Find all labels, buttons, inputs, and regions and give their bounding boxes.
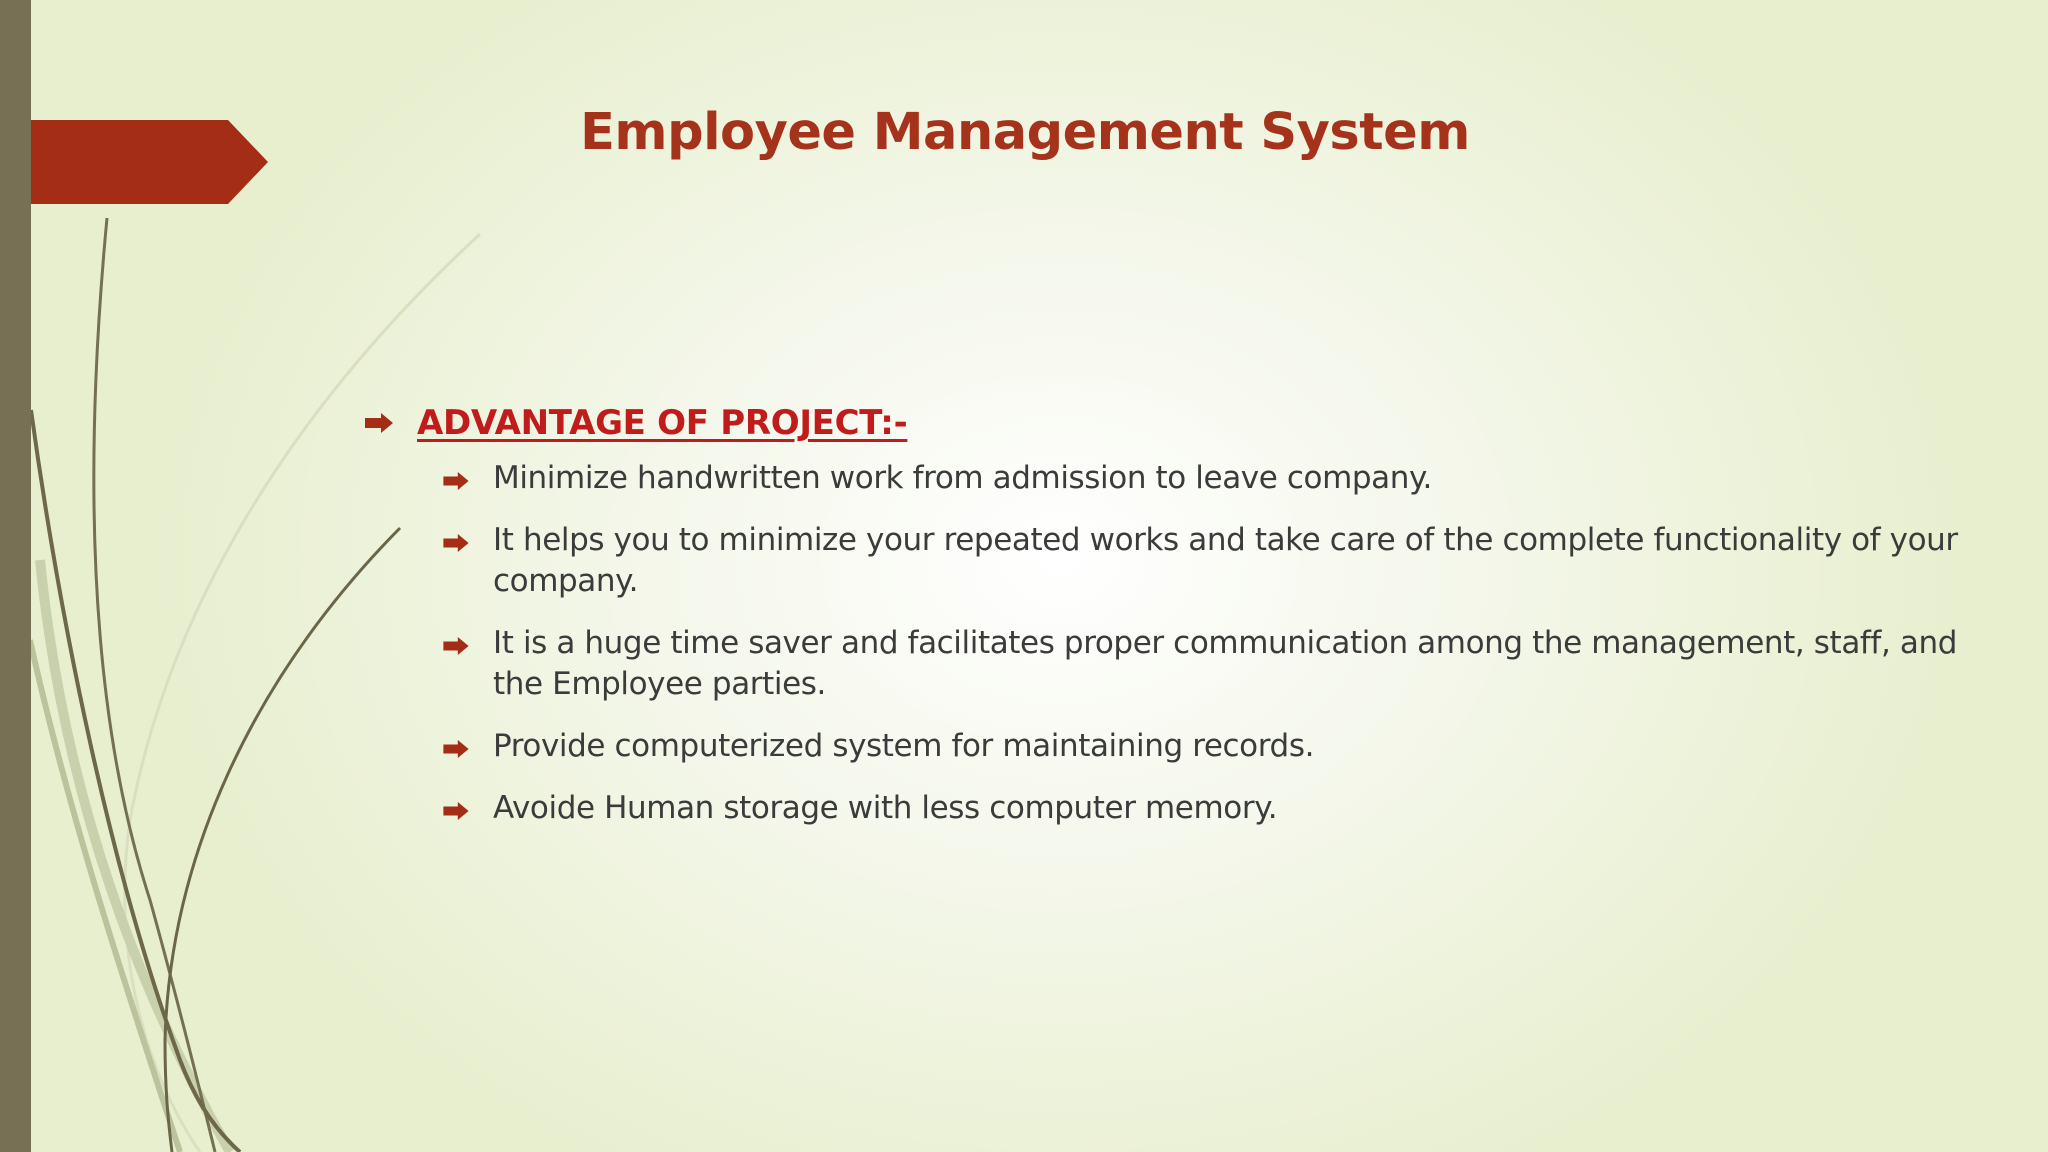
right-arrow-bullet-icon — [443, 534, 469, 552]
list-item — [443, 726, 2005, 767]
list-item — [443, 623, 2005, 705]
heading-row — [365, 396, 2005, 450]
left-accent-bar — [0, 0, 31, 1152]
list-item — [443, 458, 2005, 499]
list-item-text: Minimize handwritten work from admission to leave company. — [493, 460, 1432, 496]
slide-title: Employee Management System — [580, 103, 1470, 162]
list-item — [443, 788, 2005, 829]
right-arrow-bullet-icon — [443, 802, 469, 820]
slide-content — [365, 396, 2005, 850]
right-arrow-bullet-icon — [443, 637, 469, 655]
list-item-text: Provide computerized system for maintaining records. — [493, 728, 1315, 764]
right-arrow-bullet-icon — [443, 472, 469, 490]
list-item-text: It is a huge time saver and facilitates proper communication among the management, staff, and the Employee parties. — [493, 625, 1957, 702]
list-item — [443, 520, 2005, 602]
section-heading: ADVANTAGE OF PROJECT:- — [417, 403, 908, 443]
right-arrow-bullet-icon — [365, 413, 393, 433]
bullet-list — [365, 458, 2005, 829]
right-arrow-bullet-icon — [443, 740, 469, 758]
list-item-text: It helps you to minimize your repeated works and take care of the complete functionality of your company. — [493, 522, 1958, 599]
list-item-text: Avoide Human storage with less computer memory. — [493, 790, 1278, 826]
